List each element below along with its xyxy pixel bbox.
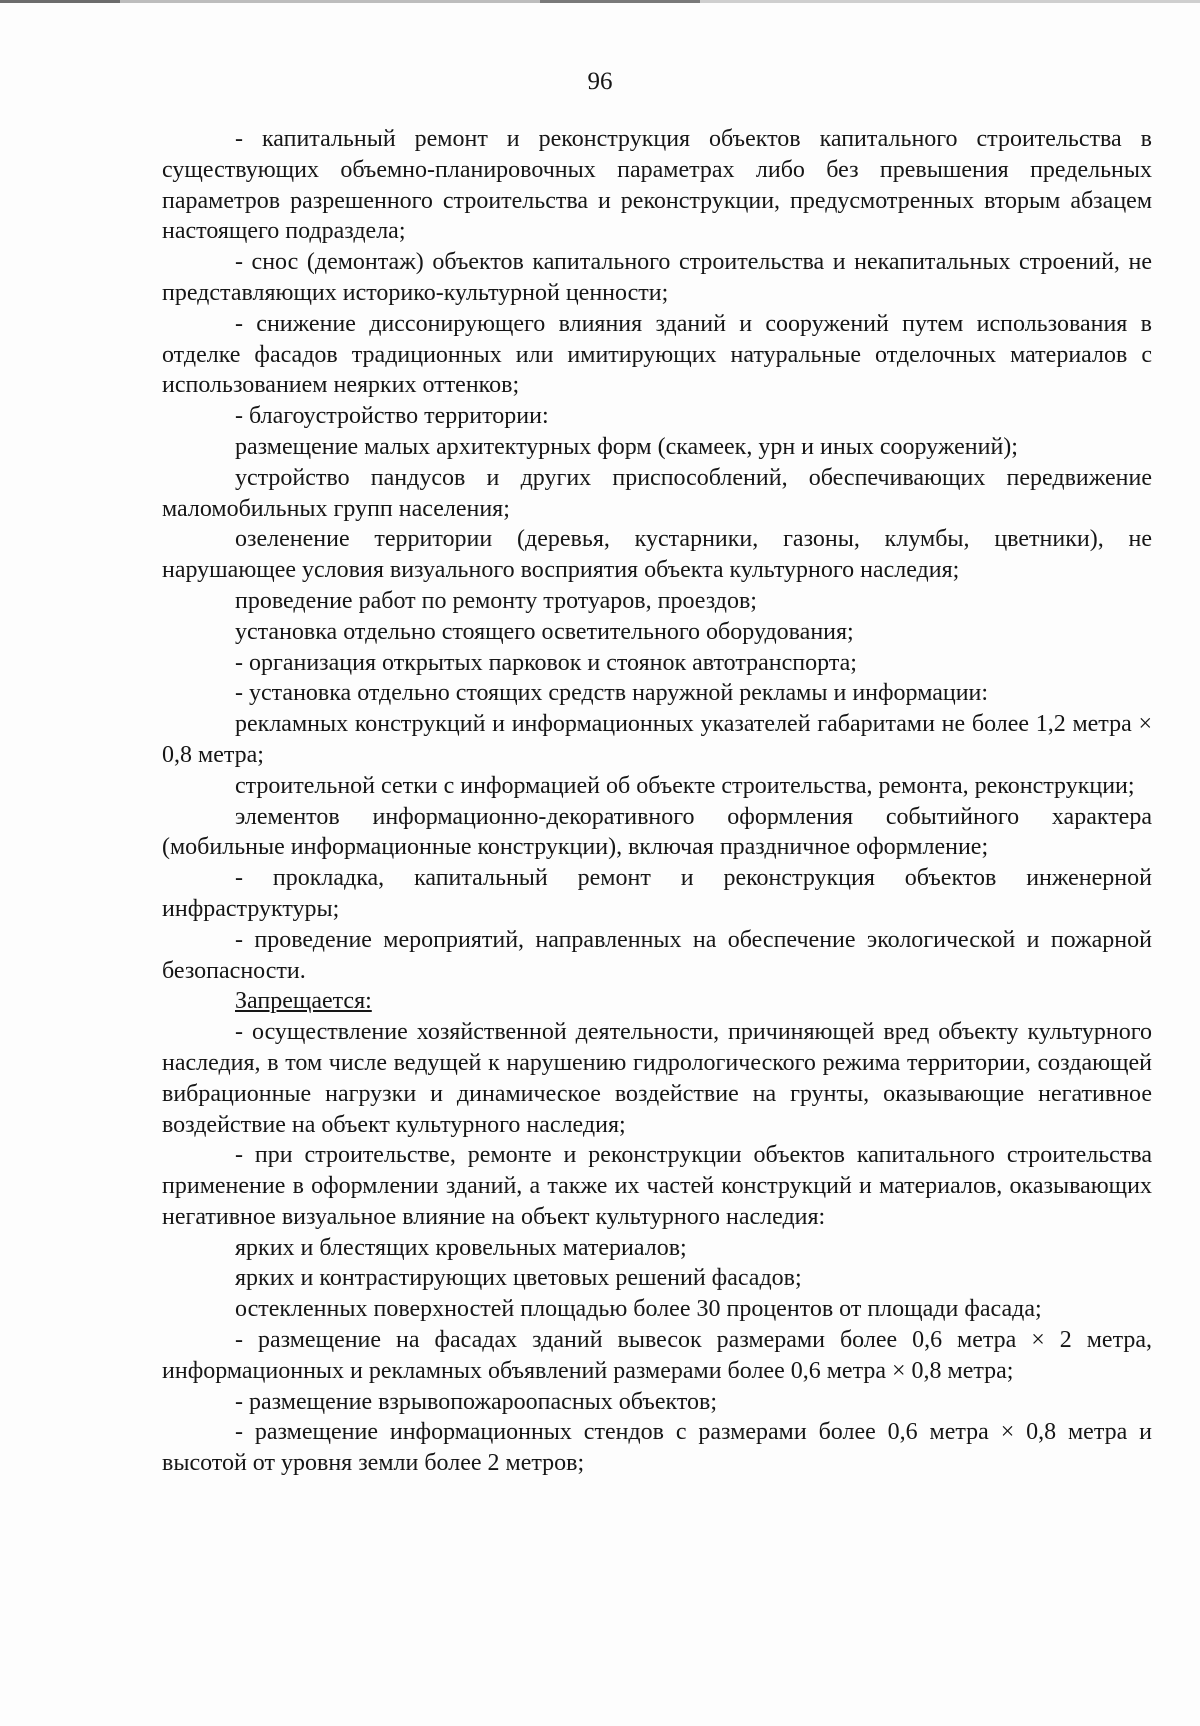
paragraph: - прокладка, капитальный ремонт и реконструкция объектов инженерной инфраструктуры;: [162, 865, 1152, 922]
paragraph: - организация открытых парковок и стоянок автотранспорта;: [235, 649, 857, 676]
paragraph: установка отдельно стоящего осветительного оборудования;: [235, 618, 854, 645]
paragraph: - проведение мероприятий, направленных на обеспечение экологической и пожарной безопасности.: [162, 926, 1152, 984]
paragraph: - благоустройство территории:: [235, 403, 549, 430]
paragraph: - снос (демонтаж) объектов капитального строительства и некапитальных строений, не представляющих историко-культурной ценности;: [162, 249, 1152, 306]
section-heading-text: Запрещается:: [235, 988, 372, 1015]
paragraph: элементов информационно-декоративного оформления событийного характера (мобильные информационные конструкции), включая праздничное оформление;: [162, 803, 1152, 861]
section-heading: [162, 986, 1152, 1017]
paragraph: устройство пандусов и других приспособлений, обеспечивающих передвижение маломобильных групп населения;: [162, 464, 1152, 522]
paragraph: ярких и контрастирующих цветовых решений фасадов;: [235, 1265, 802, 1292]
paragraph: - капитальный ремонт и реконструкция объектов капитального строительства в существующих объемно-планировочных параметрах либо без превышения предельных параметров разрешенного строительства и реконструкции, предусмотренных вторым абзацем настоящего подраздела;: [162, 126, 1152, 245]
paragraph: - размещение информационных стендов с размерами более 0,6 метра × 0,8 метра и высотой от уровня земли более 2 метров;: [162, 1419, 1152, 1477]
paragraph: - размещение взрывопожароопасных объектов;: [235, 1388, 717, 1415]
paragraph: - осуществление хозяйственной деятельности, причиняющей вред объекту культурного наследия, в том числе ведущей к нарушению гидрологического режима территории, создающей вибрационные нагрузки и динамическое воздействие на грунты, оказывающие негативное воздействие на объект культурного наследия;: [162, 1019, 1152, 1138]
page-number: 96: [587, 68, 613, 95]
scan-top-edge: [0, 0, 1200, 3]
paragraph: строительной сетки с информацией об объекте строительства, ремонта, реконструкции;: [235, 772, 1135, 799]
paragraph: озеленение территории (деревья, кустарники, газоны, клумбы, цветники), не нарушающее условия визуального восприятия объекта культурного наследия;: [162, 526, 1152, 584]
paragraph: - снижение диссонирующего влияния зданий и сооружений путем использования в отделке фасадов традиционных или имитирующих натуральные отделочных материалов с использованием неярких оттенков;: [162, 310, 1152, 399]
paragraph: ярких и блестящих кровельных материалов;: [235, 1234, 687, 1261]
paragraph: остекленных поверхностей площадью более 30 процентов от площади фасада;: [235, 1296, 1042, 1323]
paragraph: - при строительстве, ремонте и реконструкции объектов капитального строительства применение в оформлении зданий, а также их частей конструкций и материалов, оказывающих негативное визуальное влияние на объект культурного наследия:: [162, 1142, 1152, 1230]
paragraph: рекламных конструкций и информационных указателей габаритами не более 1,2 метра × 0,8 метра;: [162, 711, 1152, 768]
paragraph: размещение малых архитектурных форм (скамеек, урн и иных сооружений);: [235, 433, 1018, 460]
paragraph: проведение работ по ремонту тротуаров, проездов;: [235, 587, 757, 614]
document-body: [162, 124, 1152, 1479]
paragraph: - установка отдельно стоящих средств наружной рекламы и информации:: [235, 680, 989, 707]
paragraph: - размещение на фасадах зданий вывесок размерами более 0,6 метра × 2 метра, информационных и рекламных объявлений размерами более 0,6 метра × 0,8 метра;: [162, 1327, 1152, 1384]
